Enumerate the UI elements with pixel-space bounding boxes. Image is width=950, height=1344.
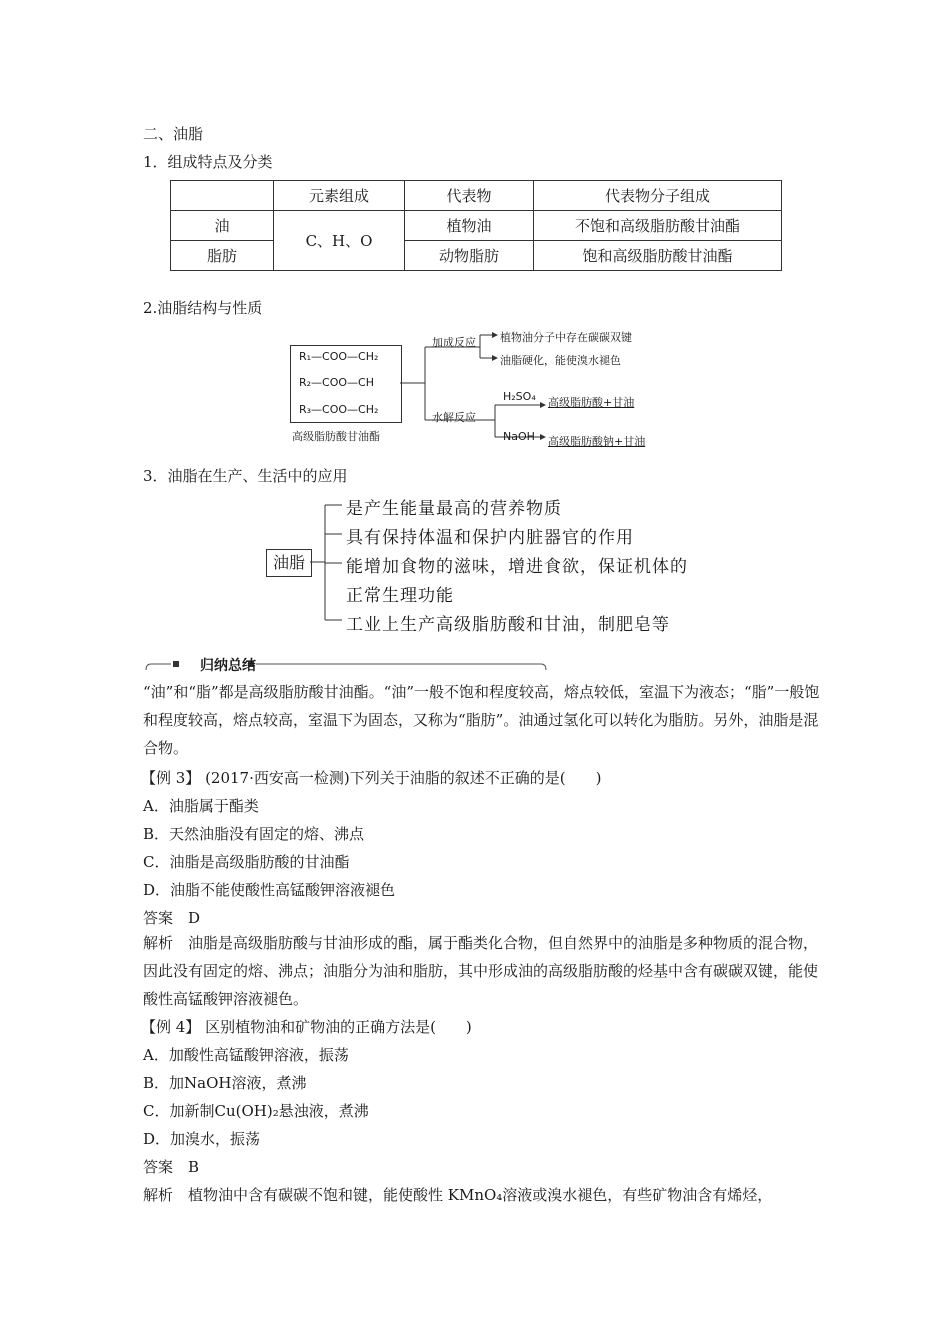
example4-option-a: A．加酸性高锰酸钾溶液，振荡: [143, 1046, 349, 1064]
example4-option-c: C．加新制Cu(OH)₂悬浊液，煮沸: [143, 1102, 369, 1120]
table-header-cell: 代表物分子组成: [534, 181, 782, 211]
example3-option-c: C．油脂是高级脂肪酸的甘油酯: [143, 853, 350, 871]
structure-line-2: R₂—COO—CH: [299, 376, 375, 389]
example3-option-b: B．天然油脂没有固定的熔、沸点: [143, 825, 365, 843]
application-item: 是产生能量最高的营养物质: [346, 499, 562, 519]
table-cell: 动物脂肪: [405, 241, 534, 271]
triglyceride-structure: [290, 345, 402, 423]
addition-label: 加成反应: [432, 336, 476, 349]
section-title: 二、油脂: [143, 125, 204, 143]
oil-label: 油脂: [266, 549, 312, 577]
table-row: [171, 211, 782, 241]
addition-result-2: 油脂硬化，能使溴水褪色: [500, 354, 621, 367]
table-cell: 植物油: [405, 211, 534, 241]
example3-title: 【例 3】 (2017·西安高一检测)下列关于油脂的叙述不正确的是( ): [141, 769, 602, 787]
item3-title: 3．油脂在生产、生活中的应用: [143, 467, 348, 485]
base-reagent: NaOH: [503, 430, 535, 443]
table-header-cell: 代表物: [405, 181, 534, 211]
structure-line-3: R₃—COO—CH₂: [299, 403, 379, 416]
table-header-cell: 元素组成: [274, 181, 405, 211]
application-item: 能增加食物的滋味，增进食欲，保证机体的: [346, 557, 688, 577]
item1-title: 1．组成特点及分类: [143, 153, 273, 171]
summary-text: “油”和“脂”都是高级脂肪酸甘油酯。“油”一般不饱和程度较高，熔点较低，室温下为液态；“脂”一般饱和程度较高，熔点较高，室温下为固态，又称为“脂肪”。油通过氢化可以转化为脂肪。另外，油脂是混合物。: [143, 683, 820, 757]
base-product: 高级脂肪酸钠+甘油: [548, 435, 646, 448]
application-item: 正常生理功能: [346, 586, 454, 606]
table-header-row: [171, 181, 782, 211]
example4-title: 【例 4】 区别植物油和矿物油的正确方法是( ): [141, 1018, 472, 1036]
table-cell-elements: C、H、O: [274, 211, 405, 271]
addition-result-1: 植物油分子中存在碳碳双键: [500, 331, 632, 344]
example3-answer: 答案 D: [143, 909, 201, 927]
example3-option-d: D．油脂不能使酸性高锰酸钾溶液褪色: [143, 881, 396, 899]
example4-answer: 答案 B: [143, 1158, 200, 1176]
composition-table: [170, 180, 782, 271]
summary-title: 归纳总结: [200, 658, 256, 674]
example3-option-a: A．油脂属于酯类: [143, 797, 259, 815]
structure-caption: 高级脂肪酸甘油酯: [292, 430, 380, 443]
item2-title: 2.油脂结构与性质: [143, 299, 263, 317]
table-cell: 油: [171, 211, 274, 241]
table-cell: 不饱和高级脂肪酸甘油酯: [534, 211, 782, 241]
application-item: 具有保持体温和保护内脏器官的作用: [346, 528, 634, 548]
hydrolysis-label: 水解反应: [432, 411, 476, 424]
application-bracket: [310, 495, 350, 630]
structure-line-1: R₁—COO—CH₂: [299, 350, 379, 363]
table-cell: 饱和高级脂肪酸甘油酯: [534, 241, 782, 271]
table-row: [171, 241, 782, 271]
acid-reagent: H₂SO₄: [503, 390, 536, 403]
table-header-cell: [171, 181, 274, 211]
application-item: 工业上生产高级脂肪酸和甘油，制肥皂等: [346, 615, 670, 635]
example4-option-d: D．加溴水，振荡: [143, 1130, 261, 1148]
acid-product: 高级脂肪酸+甘油: [548, 396, 635, 409]
table-cell: 脂肪: [171, 241, 274, 271]
example4-analysis: 解析 植物油中含有碳碳不饱和键，能使酸性 KMnO₄溶液或溴水褪色，有些矿物油含有烯烃，: [143, 1186, 773, 1204]
example4-option-b: B．加NaOH溶液，煮沸: [143, 1074, 307, 1092]
example3-analysis: 解析 油脂是高级脂肪酸与甘油形成的酯，属于酯类化合物，但自然界中的油脂是多种物质的混合物，因此没有固定的熔、沸点；油脂分为油和脂肪，其中形成油的高级脂肪酸的烃基中含有碳碳双键，能使酸性高锰酸钾溶液褪色。: [143, 934, 819, 1008]
